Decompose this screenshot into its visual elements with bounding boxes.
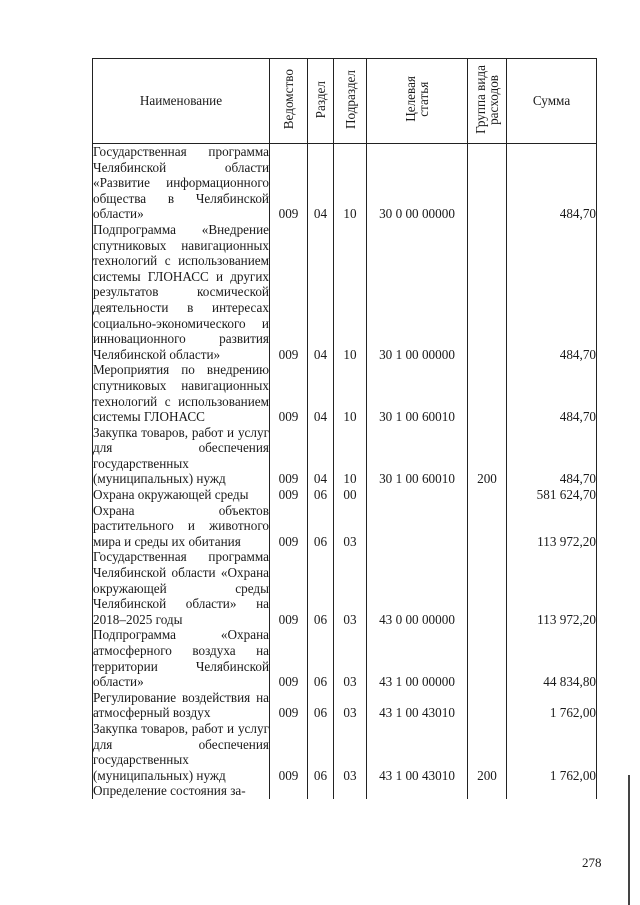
row-name: Охрана объектов растительного и животного мира и среды их обитания	[93, 502, 269, 549]
row-department: 009	[270, 503, 308, 550]
budget-table	[92, 58, 597, 799]
table-row	[93, 487, 597, 503]
row-sum: 113 972,20	[507, 549, 597, 627]
row-subsection: 10	[334, 362, 367, 424]
row-group	[468, 627, 507, 689]
row-name: Закупка товаров, работ и услуг для обеспечения государственных (муниципальных) нужд	[93, 720, 269, 783]
row-name: Мероприятия по внедрению спутниковых навигационных технологий с использованием системы ГЛОНАСС	[93, 362, 269, 425]
table-row	[93, 627, 597, 689]
table-row	[93, 783, 597, 799]
row-section: 06	[308, 690, 334, 721]
row-name: Регулирование воздействия на атмосферный воздух	[93, 689, 269, 721]
row-subsection: 03	[334, 503, 367, 550]
row-subsection: 10	[334, 425, 367, 487]
header-name: Наименование	[93, 59, 270, 144]
table-row	[93, 144, 597, 222]
row-sum: 484,70	[507, 425, 597, 487]
row-article: 43 0 00 00000	[367, 549, 468, 627]
row-section: 06	[308, 503, 334, 550]
row-group	[468, 503, 507, 550]
row-sum: 1 762,00	[507, 690, 597, 721]
row-group	[468, 222, 507, 362]
row-section	[308, 783, 334, 799]
table-row	[93, 549, 597, 627]
header-sum: Сумма	[507, 59, 597, 144]
row-department: 009	[270, 690, 308, 721]
row-sum: 484,70	[507, 362, 597, 424]
table-row	[93, 425, 597, 487]
row-department: 009	[270, 425, 308, 487]
row-name: Государственная программа Челябинской области «Развитие информационного общества в Челябинской области»	[93, 144, 269, 222]
row-name: Подпрограмма «Внедрение спутниковых навигационных технологий с использованием системы ГЛОНАСС и других результатов космической деятельности в интересах социально-экономического и инновационного развития Челябинской области»	[93, 221, 269, 362]
row-article: 30 1 00 60010	[367, 425, 468, 487]
row-article: 43 1 00 00000	[367, 627, 468, 689]
row-subsection: 10	[334, 144, 367, 222]
row-subsection: 03	[334, 627, 367, 689]
header-department: Ведомство	[270, 59, 308, 144]
row-name: Государственная программа Челябинской области «Охрана окружающей среды Челябинской области» на 2018–2025 годы	[93, 549, 269, 627]
scan-edge-line	[628, 775, 630, 905]
row-name: Определение состояния за-	[93, 783, 270, 799]
row-group: 200	[468, 721, 507, 783]
row-article	[367, 487, 468, 503]
header-subsection: Подраздел	[334, 59, 367, 144]
row-section: 06	[308, 627, 334, 689]
row-article: 30 1 00 00000	[367, 222, 468, 362]
row-department: 009	[270, 487, 308, 503]
row-group	[468, 690, 507, 721]
row-sum: 484,70	[507, 144, 597, 222]
table-row	[93, 362, 597, 424]
row-article: 30 1 00 60010	[367, 362, 468, 424]
row-group	[468, 549, 507, 627]
row-subsection: 03	[334, 549, 367, 627]
table-row	[93, 222, 597, 362]
header-target-article: Целевая статья	[367, 59, 468, 144]
row-subsection: 03	[334, 721, 367, 783]
row-sum: 1 762,00	[507, 721, 597, 783]
table-row	[93, 721, 597, 783]
row-section: 04	[308, 222, 334, 362]
row-department: 009	[270, 549, 308, 627]
row-group	[468, 783, 507, 799]
header-expense-group: Группа вида расходов	[468, 59, 507, 144]
row-article: 30 0 00 00000	[367, 144, 468, 222]
row-department: 009	[270, 721, 308, 783]
row-department: 009	[270, 222, 308, 362]
row-sum	[507, 783, 597, 799]
row-group: 200	[468, 425, 507, 487]
table-row	[93, 690, 597, 721]
row-article	[367, 503, 468, 550]
row-section: 06	[308, 487, 334, 503]
row-section: 06	[308, 549, 334, 627]
row-sum: 581 624,70	[507, 487, 597, 503]
row-section: 04	[308, 362, 334, 424]
row-sum: 113 972,20	[507, 503, 597, 550]
header-section: Раздел	[308, 59, 334, 144]
row-section: 04	[308, 425, 334, 487]
table-header-row	[93, 59, 597, 144]
row-subsection: 00	[334, 487, 367, 503]
row-subsection	[334, 783, 367, 799]
row-subsection: 10	[334, 222, 367, 362]
row-sum: 44 834,80	[507, 627, 597, 689]
row-article: 43 1 00 43010	[367, 690, 468, 721]
row-group	[468, 362, 507, 424]
row-department	[270, 783, 308, 799]
page-number: 278	[582, 855, 602, 870]
row-name: Подпрограмма «Охрана атмосферного воздуха на территории Челябинской области»	[93, 627, 269, 690]
row-section: 06	[308, 721, 334, 783]
row-department: 009	[270, 627, 308, 689]
row-article	[367, 783, 468, 799]
table-row	[93, 503, 597, 550]
row-section: 04	[308, 144, 334, 222]
row-department: 009	[270, 362, 308, 424]
row-sum: 484,70	[507, 222, 597, 362]
row-subsection: 03	[334, 690, 367, 721]
row-group	[468, 144, 507, 222]
row-article: 43 1 00 43010	[367, 721, 468, 783]
row-name: Закупка товаров, работ и услуг для обеспечения государственных (муниципальных) нужд	[93, 424, 269, 487]
row-department: 009	[270, 144, 308, 222]
row-name: Охрана окружающей среды	[93, 487, 270, 503]
row-group	[468, 487, 507, 503]
